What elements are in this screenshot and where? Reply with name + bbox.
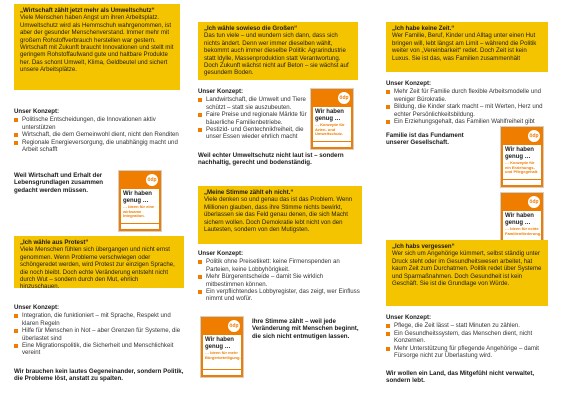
- flyer-footer: [503, 180, 541, 185]
- bullet-item: Bildung, die Kinder stark macht – mit Werten, Herz und echter Persönlichkeitsbildung.: [386, 103, 548, 118]
- quote-title: „Ich habs vergessen“: [392, 243, 455, 250]
- bullet-item: Mehr Zeit für Familie durch flexible Arbeitsmodelle und weniger Bürokratie.: [386, 88, 548, 103]
- bullet-list: [386, 88, 548, 125]
- quote-body: Viele Menschen fühlen sich übergangen und nicht ernst genommen. Wenn Probleme verschwiegen oder schöngeredet werden, wird Protest zur einzigen Sprache, die noch bleibt. Doch echte Veränderung entsteht nicht durch Wut – sondern durch den Mut, ehrlich hinzuschauen.: [20, 246, 175, 291]
- closing-statement: Wir brauchen kein lautes Gegeneinander, sondern Politik, die Probleme löst, anstatt zu spalten.: [14, 368, 184, 383]
- concept-section: [386, 80, 548, 125]
- section-title: Unser Konzept:: [198, 88, 244, 95]
- flyer-thumbnail: [310, 88, 354, 150]
- bullet-list: [198, 258, 362, 302]
- flyer-title: Wir haben genug …: [315, 109, 344, 122]
- quote-title: „Wirtschaft zählt jetzt mehr als Umweltschutz“: [20, 7, 155, 14]
- concept-section: [14, 304, 184, 357]
- bullet-item: Regionale Energieversorgung, die unabhängig macht und Arbeit schafft: [14, 139, 180, 154]
- flyer-title: Wir haben genug …: [205, 337, 234, 350]
- quote-body: Viele denken so und genau das ist das Problem. Wenn Millionen glauben, dass ihre Stimme nichts bewirkt, überlassen sie das Feld genau denen, die sich Macht sichern wollen. Doch Demokratie lebt nicht von den Lautesten, sondern von den Mutigsten.: [204, 196, 353, 234]
- bullet-list: [14, 312, 184, 356]
- bullet-item: Ein Gesundheitssystem, das Menschen dient, nicht Konzernen.: [386, 330, 548, 345]
- quote-title: „Ich habe keine Zeit.“: [392, 25, 455, 32]
- oedp-logo-icon: ödp: [338, 92, 350, 104]
- flyer-card: [203, 335, 241, 369]
- quote-body: Viele Menschen haben Angst um ihren Arbeitsplatz. Umweltschutz wird als Hemmschuh wahrgenommen, ist aber der gesunder Menschenverstand. Immer mehr mit großem Rohstoffverbrauch herstellen war gestern. Wirtschaft mit Zukunft braucht Innovationen und stellt mit geringem Rohstoffaufwand gute und haltbare Produkte her. Das schont Umwelt, Klima, Geldbeutel und sichert unsere Arbeitsplätze.: [20, 14, 174, 74]
- closing-statement: Weil Wirtschaft und Erhalt der Lebensgrundlagen zusammen gedacht werden müssen.: [14, 172, 104, 194]
- flyer-title: Wir haben genug …: [123, 191, 152, 204]
- oedp-logo-icon: ödp: [528, 130, 540, 142]
- oedp-logo-icon: ödp: [228, 320, 240, 332]
- flyer-footer: [203, 370, 241, 375]
- flyer-card: [503, 145, 541, 179]
- bullet-list: [386, 322, 548, 359]
- bullet-item: Ein verpflichtendes Lobbyregister, das zeigt, wer Einfluss nimmt und wofür.: [198, 288, 362, 303]
- flyer-subtitle: … Konzepte für Arten- und Umweltschutz.: [315, 122, 345, 137]
- quote-title: „Meine Stimme zählt eh nicht.“: [204, 189, 294, 196]
- bullet-list: [14, 116, 180, 153]
- section-title: Unser Konzept:: [14, 108, 60, 115]
- flyer-subtitle: … Ideen für echte Familienförderung.: [505, 226, 542, 236]
- flyer-title: Wir haben genug …: [505, 213, 534, 226]
- bullet-item: Integration, die funktioniert – mit Sprache, Respekt und klaren Regeln: [14, 312, 184, 327]
- section-title: Unser Konzept:: [198, 250, 244, 257]
- oedp-logo-icon: ödp: [146, 174, 158, 186]
- closing-statement: Wir wollen ein Land, das Mitgefühl nicht verwaltet, sondern lebt.: [386, 370, 535, 385]
- quote-vergessen: [386, 240, 548, 306]
- section-title: Unser Konzept:: [386, 314, 432, 321]
- concept-section: [198, 88, 308, 141]
- bullet-item: Mehr Bürgerentscheide – damit Sie wirklich mitbestimmen können.: [198, 273, 362, 288]
- quote-body: Das tun viele – und wundern sich dann, dass sich nichts ändert. Denn wer immer dieselben wählt, bekommt auch immer dieselbe Politik: Agrarindustrie statt Idylle, Massenproduktion statt Verantwortung. Doch Zukunft wächst nicht auf Beton – sie wächst auf gesundem Boden.: [204, 32, 349, 77]
- bullet-list: [198, 96, 308, 140]
- closing-statement: Familie ist das Fundament unserer Gesellschaft.: [386, 132, 464, 147]
- bullet-item: Pflege, die Zeit lässt – statt Minuten zu zählen.: [386, 322, 548, 329]
- quote-body: Wer Familie, Beruf, Kinder und Alltag unter einen Hut bringen will, lebt längst am Limit – während die Politik weiter von „Vereinbarkeit“ redet. Doch Zeit ist kein Luxus. Sie ist das, was Familien zusammenhält: [392, 32, 537, 62]
- bullet-item: Mehr Unterstützung für pflegende Angehörige – damit Fürsorge nicht zur Überlastung wird.: [386, 345, 548, 360]
- quote-wirtschaft: [14, 4, 180, 90]
- closing-statement: Weil echter Umweltschutz nicht laut ist – sondern nachhaltig, gerecht und bodenständig.: [198, 152, 344, 167]
- flyer-thumbnail: [500, 126, 544, 188]
- concept-section: [386, 314, 548, 359]
- section-title: Unser Konzept:: [386, 80, 432, 87]
- flyer-card: [121, 189, 159, 223]
- quote-zeit: [386, 22, 548, 72]
- flyer-footer: [121, 224, 159, 229]
- quote-stimme: [198, 186, 362, 244]
- bullet-item: Ein Erziehungsgehalt, das Familien Wahlfreiheit gibt: [386, 118, 548, 125]
- bullet-item: Faire Preise und regionale Märkte für bäuerliche Familienbetriebe.: [198, 111, 308, 126]
- quote-protest: [14, 236, 184, 291]
- flyer-thumbnail: [118, 170, 162, 232]
- oedp-logo-icon: ödp: [528, 196, 540, 208]
- concept-section: [14, 108, 180, 153]
- bullet-item: Landwirtschaft, die Umwelt und Tiere schützt – statt sie auszubeuten.: [198, 96, 308, 111]
- flyer-card: [313, 107, 351, 141]
- flyer-subtitle: … Konzepte für ein Erziehungs- und Pflegegehalt.: [505, 160, 539, 175]
- bullet-item: Pestizid- und Gentechnikfreiheit, die unser Essen wieder ehrlich macht: [198, 126, 308, 141]
- bullet-item: Eine Migrationspolitik, die Sicherheit und Menschlichkeit vereint: [14, 342, 184, 357]
- bullet-item: Politik ohne Preisetikett: keine Firmenspenden an Parteien, keine Lobbyhörigkeit.: [198, 258, 362, 273]
- bullet-item: Wirtschaft, die dem Gemeinwohl dient, nicht den Renditen: [14, 131, 180, 138]
- quote-title: „Ich wähle aus Protest“: [20, 239, 89, 246]
- flyer-footer: [313, 142, 351, 147]
- flyer-subtitle: … Ideen für eine wirksame Integration.: [123, 204, 155, 219]
- quote-title: „Ich wähle sowieso die Großen“: [204, 25, 298, 32]
- concept-section: [198, 250, 362, 303]
- flyer-thumbnail: [200, 316, 244, 378]
- closing-statement: Ihre Stimme zählt – weil jede Veränderung mit Menschen beginnt, die sich nicht entmutigen lassen.: [252, 318, 359, 340]
- bullet-item: Hilfe für Menschen in Not – aber Grenzen für Systeme, die überlastet sind: [14, 327, 184, 342]
- quote-grosse: [198, 22, 358, 80]
- quote-body: Wer sich um Angehörige kümmert, selbst ständig unter Druck steht oder im Gesundheitswesen arbeitet, hat kaum Zeit zum Durchatmen. Politik redet über Systeme und Sparmaßnahmen. Doch Gesundheit ist kein Geschäft. Sie ist die Grundlage von Würde.: [392, 250, 542, 288]
- flyer-subtitle: … Ideen für mehr Bürgerbeteiligung.: [205, 350, 241, 360]
- section-title: Unser Konzept:: [14, 304, 60, 311]
- bullet-item: Politische Entscheidungen, die Innovationen aktiv unterstützen: [14, 116, 180, 131]
- flyer-title: Wir haben genug …: [505, 147, 534, 160]
